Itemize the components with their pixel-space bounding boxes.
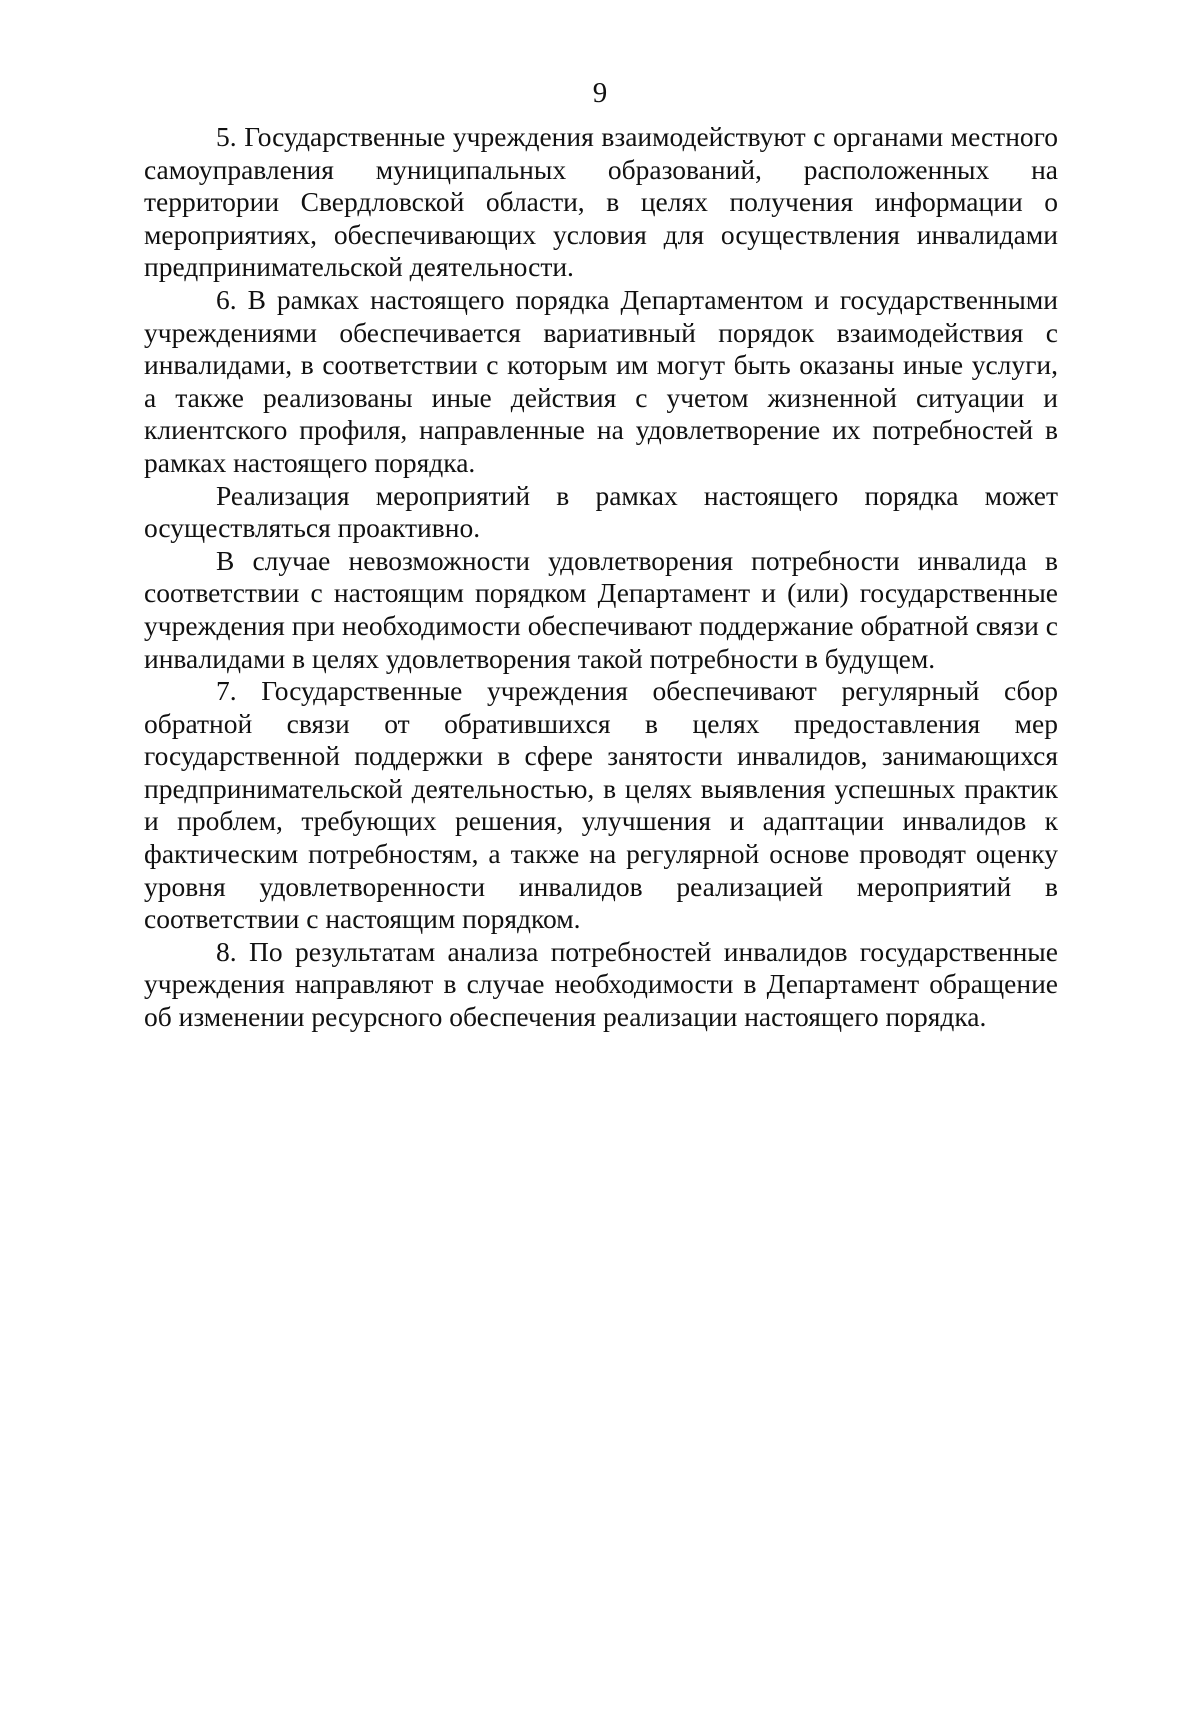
- paragraph-7: 7. Государственные учреждения обеспечивают регулярный сбор обратной связи от обратившихся в целях предоставления мер государственной поддержки в сфере занятости инвалидов, занимающихся предпринимательской деятельностью, в целях выявления успешных практик и проблем, требующих решения, улучшения и адаптации инвалидов к фактическим потребностям, а также на регулярной основе проводят оценку уровня удовлетворенности инвалидов реализацией мероприятий в соответствии с настоящим порядком.: [144, 675, 1058, 935]
- paragraph-6: 6. В рамках настоящего порядка Департаментом и государственными учреждениями обеспечивается вариативный порядок взаимодействия с инвалидами, в соответствии с которым им могут быть оказаны иные услуги, а также реализованы иные действия с учетом жизненной ситуации и клиентского профиля, направленные на удовлетворение их потребностей в рамках настоящего порядка.: [144, 283, 1058, 478]
- paragraph-6-feedback: В случае невозможности удовлетворения потребности инвалида в соответствии с настоящим порядком Департамент и (или) государственные учреждения при необходимости обеспечивают поддержание обратной связи с инвалидами в целях удовлетворения такой потребности в будущем.: [144, 544, 1058, 674]
- paragraph-6-proactive: Реализация мероприятий в рамках настоящего порядка может осуществляться проактивно.: [144, 479, 1058, 544]
- paragraph-5: 5. Государственные учреждения взаимодействуют с органами местного самоуправления муниципальных образований, расположенных на территории Свердловской области, в целях получения информации о мероприятиях, обеспечивающих условия для осуществления инвалидами предпринимательской деятельности.: [144, 121, 1058, 283]
- document-body: [144, 121, 1058, 1034]
- paragraph-8: 8. По результатам анализа потребностей инвалидов государственные учреждения направляют в случае необходимости в Департамент обращение об изменении ресурсного обеспечения реализации настоящего порядка.: [144, 935, 1058, 1033]
- page-number: 9: [592, 77, 608, 109]
